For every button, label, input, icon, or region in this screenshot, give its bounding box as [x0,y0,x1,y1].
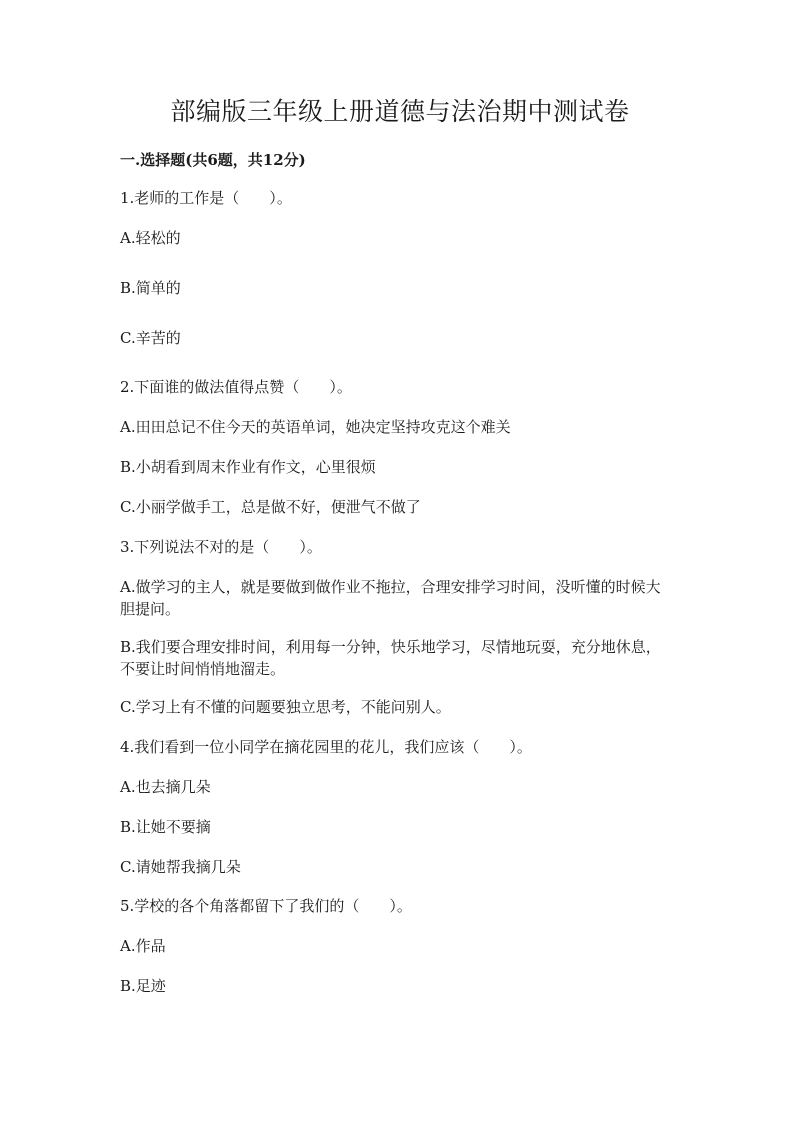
exam-title: 部编版三年级上册道德与法治期中测试卷 [170,97,630,126]
question-4-stem: 4.我们看到一位小同学在摘花园里的花儿，我们应该（ ）。 [120,738,532,756]
question-2-option-a: A.田田总记不住今天的英语单词，她决定坚持攻克这个难关 [120,418,511,436]
question-3-stem: 3.下列说法不对的是（ ）。 [120,538,322,556]
question-1-option-c: C.辛苦的 [120,329,181,347]
question-3-option-a: A.做学习的主人，就是要做到做作业不拖拉，合理安排学习时间，没听懂的时候大胆提问。 [120,578,661,618]
question-2-stem: 2.下面谁的做法值得点赞（ ）。 [120,378,352,396]
question-1-option-a: A.轻松的 [120,229,181,247]
question-4-option-b: B.让她不要摘 [120,818,211,836]
question-1-option-b: B.简单的 [120,279,181,297]
question-5-option-a: A.作品 [120,937,166,955]
question-5-stem: 5.学校的各个角落都留下了我们的（ ）。 [120,897,412,915]
question-4-option-a: A.也去摘几朵 [120,778,211,796]
question-2-option-c: C.小丽学做手工，总是做不好，便泄气不做了 [120,498,421,516]
question-5-option-b: B.足迹 [120,977,166,995]
question-3-option-b: B.我们要合理安排时间，利用每一分钟，快乐地学习，尽情地玩耍，充分地休息，不要让时间悄悄地溜走。 [120,638,661,678]
question-3-option-c: C.学习上有不懂的问题要独立思考，不能问别人。 [120,698,451,716]
question-2-option-b: B.小胡看到周末作业有作文，心里很烦 [120,458,376,476]
question-1-stem: 1.老师的工作是（ ）。 [120,189,292,207]
question-4-option-c: C.请她帮我摘几朵 [120,858,241,876]
section-heading: 一.选择题(共6题，共12分) [120,151,306,169]
